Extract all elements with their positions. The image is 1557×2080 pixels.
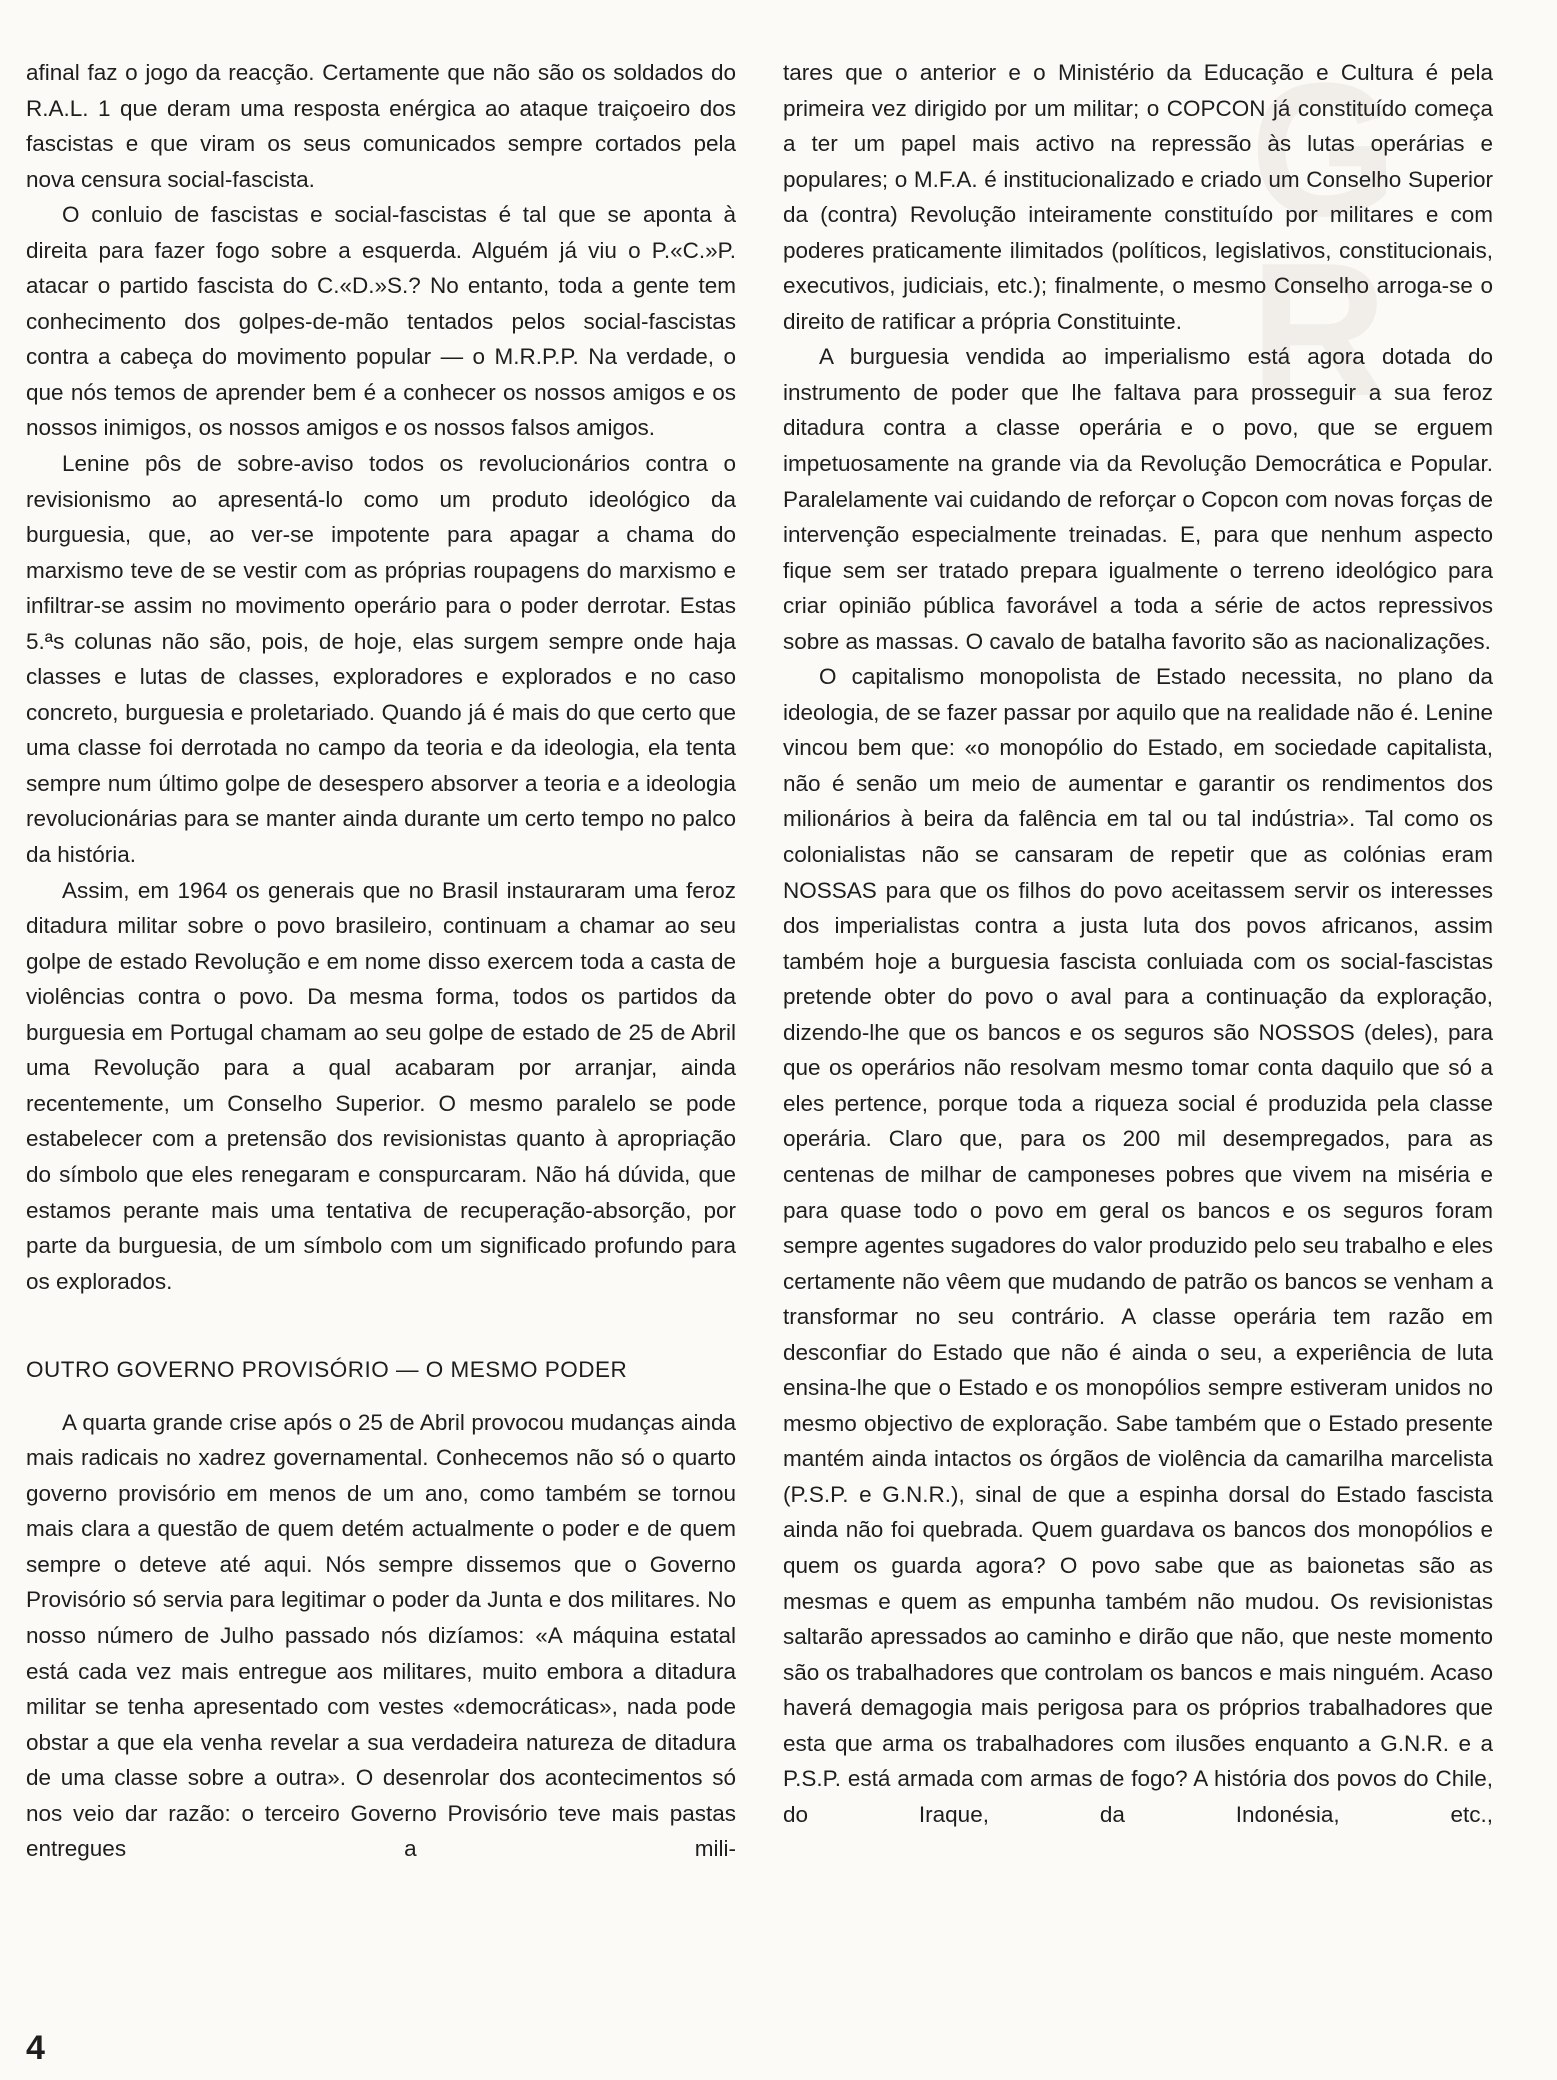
- paragraph: afinal faz o jogo da reacção. Certamente que não são os soldados do R.A.L. 1 que deram uma resposta enérgica ao ataque traiçoeiro dos fascistas e que viram os seus comunicados sempre cortados pela nova censura social-fascista.: [26, 60, 736, 192]
- paragraph: O capitalismo monopolista de Estado necessita, no plano da ideologia, de se fazer passar por aquilo que na realidade não é. Lenine vincou bem que: «o monopólio do Estado, em sociedade capitalista, não é senão um meio de aumentar e garantir os rendimentos dos milionários à beira da falência em tal ou tal indústria». Tal como os colonialistas não se cansaram de repetir que as colónias eram NOSSAS para que os filhos do povo aceitassem servir os interesses dos imperialistas contra a justa luta dos povos africanos, assim também hoje a burguesia fascista conluiada com os social-fascistas pretende obter do povo o aval para a continuação da exploração, dizendo-lhe que os bancos e os seguros são NOSSOS (deles), para que os operários não resolvam mesmo tomar conta daquilo que só a eles pertence, porque toda a riqueza social é produzida pela classe operária. Claro que, para os 200 mil desempregados, para as centenas de milhar de camponeses pobres que vivem na miséria e para quase todo o povo em geral os bancos e os seguros foram sempre agentes sugadores do valor produzido pelo seu trabalho e eles certamente não vêem que mudando de patrão os bancos se venham a transformar no seu contrário. A classe operária tem razão em desconfiar do Estado que não é ainda o seu, a experiência de luta ensina-lhe que o Estado e os monopólios sempre estiveram unidos no mesmo objectivo de exploração. Sabe também que o Estado presente mantém ainda intactos os órgãos de violência da camarilha marcelista (P.S.P. e G.N.R.), sinal de que a espinha dorsal do Estado fascista ainda não foi quebrada. Quem guardava os bancos dos monopólios e quem os guarda agora? O povo sabe que as baionetas são as mesmas e quem as empunha também não mudou. Os revisionistas saltarão apressados ao caminho e dirão que não, que neste momento são os trabalhadores que controlam os bancos e mais ninguém. Acaso haverá demagogia mais perigosa para os próprios trabalhadores que esta que arma os trabalhadores com ilusões enquanto a G.N.R. e a P.S.P. está armada com armas de fogo? A história dos povos do Chile, do Iraque, da Indonésia, etc.,: [783, 664, 1493, 1827]
- background-watermark: G R: [1250, 60, 1392, 420]
- paragraph: tares que o anterior e o Ministério da Educação e Cultura é pela primeira vez dirigido por um militar; o COPCON já constituído começa a ter um papel mais activo na repressão às lutas operárias e populares; o M.F.A. é institucionalizado e criado um Conselho Superior da (contra) Revolução inteiramente constituído por militares e com poderes praticamente ilimitados (políticos, legislativos, constitucionais, executivos, judiciais, etc.); finalmente, o mesmo Conselho arroga-se o direito de ratificar a própria Constituinte.: [783, 60, 1493, 334]
- right-column: [783, 55, 1493, 1832]
- paragraph: A quarta grande crise após o 25 de Abril provocou mudanças ainda mais radicais no xadrez governamental. Conhecemos não só o quarto governo provisório em menos de um ano, como também se tornou mais clara a questão de quem detém actualmente o poder e de quem sempre o deteve até aqui. Nós sempre dissemos que o Governo Provisório só servia para legitimar o poder da Junta e dos militares. No nosso número de Julho passado nós dizíamos: «A máquina estatal está cada vez mais entregue aos militares, muito embora a ditadura militar se tenha apresentado com vestes «democráticas», nada pode obstar a que ela venha revelar a sua verdadeira natureza de ditadura de uma classe sobre a outra». O desenrolar dos acontecimentos só nos veio dar razão: o terceiro Governo Provisório teve mais pastas entregues a mili-: [26, 1409, 736, 1862]
- page-number: 4: [26, 2029, 45, 2067]
- paragraph: Assim, em 1964 os generais que no Brasil instauraram uma feroz ditadura militar sobre o povo brasileiro, continuam a chamar ao seu golpe de estado Revolução e em nome disso exercem toda a casta de violências contra o povo. Da mesma forma, todos os partidos da burguesia em Portugal chamam ao seu golpe de estado de 25 de Abril uma Revolução para a qual acabaram por arranjar, ainda recentemente, um Conselho Superior. O mesmo paralelo se pode estabelecer com a pretensão dos revisionistas quanto à apropriação do símbolo que eles renegaram e conspurcaram. Não há dúvida, que estamos perante mais uma tentativa de recuperação-absorção, por parte da burguesia, de um símbolo com um significado profundo para os explorados.: [26, 877, 736, 1294]
- paragraph: Lenine pôs de sobre-aviso todos os revolucionários contra o revisionismo ao apresentá-lo como um produto ideológico da burguesia, que, ao ver-se impotente para apagar a chama do marxismo teve de se vestir com as próprias roupagens do marxismo e infiltrar-se assim no movimento operário para o poder derrotar. Estas 5.ªs colunas não são, pois, de hoje, elas surgem sempre onde haja classes e lutas de classes, exploradores e explorados e no caso concreto, burguesia e proletariado. Quando já é mais do que certo que uma classe foi derrotada no campo da teoria e da ideologia, ela tenta sempre num último golpe de desespero absorver a teoria e a ideologia revolucionárias para se manter ainda durante um certo tempo no palco da história.: [26, 451, 736, 868]
- section-heading: OUTRO GOVERNO PROVISÓRIO — O MESMO PODER: [26, 1357, 628, 1383]
- paragraph: A burguesia vendida ao imperialismo está agora dotada do instrumento de poder que lhe faltava para prosseguir a sua feroz ditadura contra a classe operária e o povo, que se erguem impetuosamente na grande via da Revolução Democrática e Popular. Paralelamente vai cuidando de reforçar o Copcon com novas forças de intervenção especialmente treinadas. E, para que nenhum aspecto fique sem ser tratado prepara igualmente o terreno ideológico para criar opinião pública favorável a toda a série de actos repressivos sobre as massas. O cavalo de batalha favorito são as nacionalizações.: [783, 344, 1493, 654]
- paragraph: O conluio de fascistas e social-fascistas é tal que se aponta à direita para fazer fogo sobre a esquerda. Alguém já viu o P.«C.»P. atacar o partido fascista do C.«D.»S.? No entanto, toda a gente tem conhecimento dos golpes-de-mão tentados pelos social-fascistas contra a cabeça do movimento popular — o M.R.P.P. Na verdade, o que nós temos de aprender bem é a conhecer os nossos amigos e os nossos inimigos, os nossos amigos e os nossos falsos amigos.: [26, 202, 736, 441]
- left-column: [26, 55, 736, 1867]
